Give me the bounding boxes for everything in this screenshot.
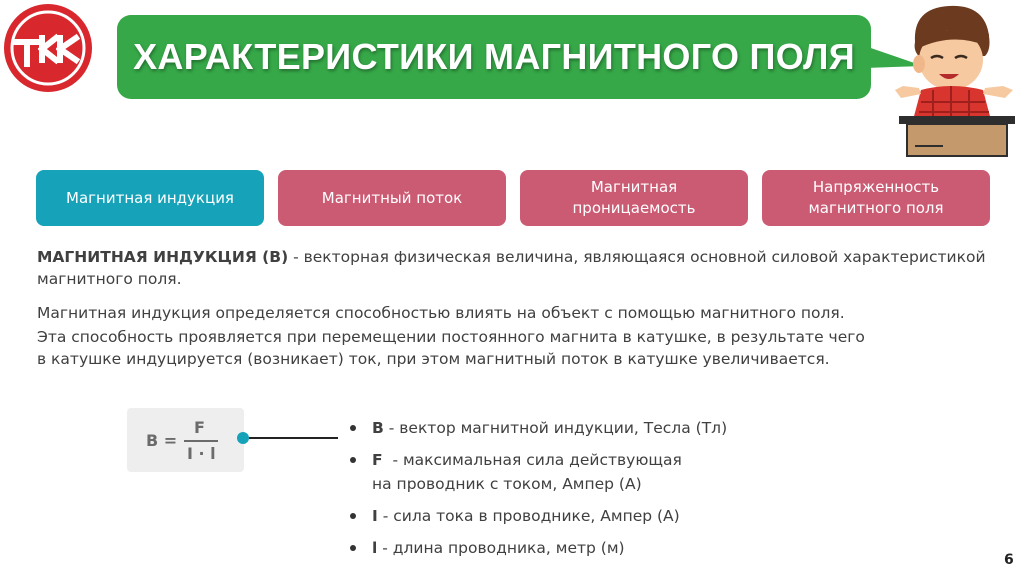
- formula-denominator: I · l: [187, 444, 216, 463]
- legend-text: - сила тока в проводнике, Ампер (А): [377, 507, 680, 525]
- tab-label: Магнитная индукция: [66, 188, 234, 207]
- legend-text-line2: на проводник с током, Ампер (А): [372, 475, 642, 493]
- cartoon-presenter-icon: [893, 2, 1021, 157]
- title-banner: [117, 15, 871, 99]
- description-line2: Эта способность проявляется при перемещении постоянного магнита в катушке, в результате чего: [37, 328, 865, 346]
- legend-text: - максимальная сила действующая: [382, 451, 682, 469]
- tab-magnetic-flux[interactable]: [278, 170, 506, 226]
- tab-field-strength[interactable]: [762, 170, 990, 226]
- tab-magnetic-induction[interactable]: [36, 170, 264, 226]
- bullet-icon: [350, 457, 356, 463]
- bullet-icon: [350, 545, 356, 551]
- legend-symbol: I: [372, 507, 378, 525]
- tab-label-line2: проницаемость: [572, 199, 696, 217]
- definition-line2: магнитного поля.: [37, 270, 182, 288]
- connector-line: [249, 437, 338, 439]
- tab-label-line2: магнитного поля: [808, 199, 944, 217]
- legend-text: - длина проводника, метр (м): [377, 539, 625, 557]
- definition-term: МАГНИТНАЯ ИНДУКЦИЯ (В): [37, 248, 289, 266]
- page-title: ХАРАКТЕРИСТИКИ МАГНИТНОГО ПОЛЯ: [133, 36, 855, 77]
- description-line1: Магнитная индукция определяется способностью влиять на объект с помощью магнитного поля.: [37, 304, 845, 322]
- fraction-bar: [184, 440, 218, 442]
- tab-label-line1: Магнитная: [590, 178, 678, 196]
- tab-magnetic-permeability[interactable]: [520, 170, 748, 226]
- legend-symbol: F: [372, 451, 383, 469]
- tab-label-line1: Напряженность: [812, 178, 940, 196]
- legend-text: - вектор магнитной индукции, Тесла (Тл): [383, 419, 728, 437]
- definition-text: [37, 246, 986, 290]
- bullet-icon: [350, 425, 356, 431]
- page-number: 6: [1004, 552, 1014, 568]
- connector-dot: [237, 432, 249, 444]
- formula-lhs: B =: [146, 431, 178, 450]
- description-line3: в катушке индуцируется (возникает) ток, при этом магнитный поток в катушке увеличивается.: [37, 350, 830, 368]
- formula-numerator: F: [194, 418, 205, 437]
- description-text: [37, 302, 865, 370]
- bullet-icon: [350, 513, 356, 519]
- legend-symbol: l: [372, 539, 378, 557]
- legend-symbol: B: [372, 419, 384, 437]
- tab-label: Магнитный поток: [321, 188, 463, 207]
- company-logo-icon: [2, 2, 94, 94]
- definition-rest: - векторная физическая величина, являющаяся основной силовой характеристикой: [288, 248, 986, 266]
